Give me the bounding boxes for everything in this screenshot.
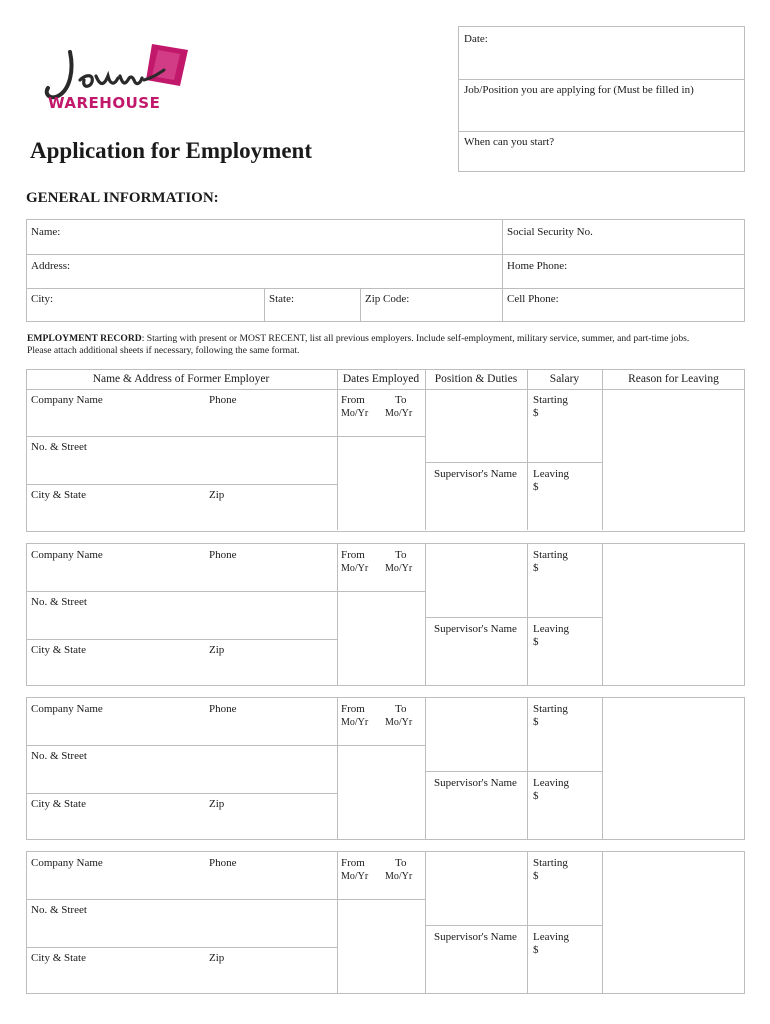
- zip-field[interactable]: Zip: [209, 644, 225, 656]
- to-label: To: [395, 857, 407, 869]
- from-moyr-field[interactable]: Mo/Yr: [341, 563, 369, 574]
- employment-record-heading: EMPLOYMENT RECORD: [27, 333, 142, 344]
- leaving-salary-field[interactable]: $: [533, 944, 539, 956]
- name-field[interactable]: Name:: [31, 226, 61, 238]
- from-label: From: [341, 703, 365, 715]
- starting-salary-label: Starting: [533, 857, 568, 869]
- employer-block: [26, 697, 745, 840]
- supervisor-name-field[interactable]: Supervisor's Name: [434, 623, 517, 635]
- company-name-field[interactable]: Company Name: [31, 857, 103, 869]
- cell-phone-field[interactable]: Cell Phone:: [507, 293, 559, 305]
- leaving-salary-field[interactable]: $: [533, 481, 539, 493]
- starting-salary-field[interactable]: $: [533, 716, 539, 728]
- zip-field[interactable]: Zip: [209, 798, 225, 810]
- date-field[interactable]: Date:: [464, 33, 488, 45]
- col-header-position: Position & Duties: [434, 373, 518, 385]
- zip-field[interactable]: Zip Code:: [365, 293, 410, 305]
- starting-salary-field[interactable]: $: [533, 870, 539, 882]
- phone-field[interactable]: Phone: [209, 394, 237, 406]
- ssn-field[interactable]: Social Security No.: [507, 226, 593, 238]
- street-field[interactable]: No. & Street: [31, 750, 87, 762]
- to-label: To: [395, 394, 407, 406]
- street-field[interactable]: No. & Street: [31, 441, 87, 453]
- to-moyr-field[interactable]: Mo/Yr: [385, 408, 413, 419]
- address-field[interactable]: Address:: [31, 260, 71, 272]
- city-state-field[interactable]: City & State: [31, 952, 86, 964]
- company-name-field[interactable]: Company Name: [31, 549, 103, 561]
- zip-field[interactable]: Zip: [209, 489, 225, 501]
- from-label: From: [341, 857, 365, 869]
- position-field[interactable]: Job/Position you are applying for (Must be filled in): [464, 84, 694, 96]
- city-state-field[interactable]: City & State: [31, 644, 86, 656]
- phone-field[interactable]: Phone: [209, 857, 237, 869]
- company-name-field[interactable]: Company Name: [31, 703, 103, 715]
- to-moyr-field[interactable]: Mo/Yr: [385, 563, 413, 574]
- starting-salary-label: Starting: [533, 394, 568, 406]
- leaving-salary-label: Leaving: [533, 623, 570, 635]
- page-title: Application for Employment: [30, 138, 312, 163]
- starting-salary-field[interactable]: $: [533, 562, 539, 574]
- city-state-field[interactable]: City & State: [31, 798, 86, 810]
- from-label: From: [341, 549, 365, 561]
- street-field[interactable]: No. & Street: [31, 904, 87, 916]
- supervisor-name-field[interactable]: Supervisor's Name: [434, 777, 517, 789]
- to-moyr-field[interactable]: Mo/Yr: [385, 717, 413, 728]
- city-state-field[interactable]: City & State: [31, 489, 86, 501]
- employer-block: [26, 389, 745, 532]
- general-info-table: [26, 219, 745, 322]
- from-moyr-field[interactable]: Mo/Yr: [341, 871, 369, 882]
- phone-field[interactable]: Phone: [209, 703, 237, 715]
- leaving-salary-field[interactable]: $: [533, 790, 539, 802]
- col-header-dates: Dates Employed: [342, 373, 420, 385]
- street-field[interactable]: No. & Street: [31, 596, 87, 608]
- starting-salary-field[interactable]: $: [533, 407, 539, 419]
- home-phone-field[interactable]: Home Phone:: [507, 260, 568, 272]
- to-label: To: [395, 703, 407, 715]
- col-header-name-address: Name & Address of Former Employer: [92, 373, 270, 385]
- starting-salary-label: Starting: [533, 549, 568, 561]
- employment-record-text: : Starting with present or MOST RECENT, list all previous employers. Include self-employment, military service, summer, and part-time jobs.: [141, 333, 690, 344]
- employment-record-notice: [27, 333, 742, 357]
- supervisor-name-field[interactable]: Supervisor's Name: [434, 468, 517, 480]
- start-date-field[interactable]: When can you start?: [464, 136, 555, 148]
- leaving-salary-label: Leaving: [533, 777, 570, 789]
- employer-block: [26, 851, 745, 994]
- company-name-field[interactable]: Company Name: [31, 394, 103, 406]
- zip-field[interactable]: Zip: [209, 952, 225, 964]
- col-header-reason: Reason for Leaving: [628, 373, 719, 385]
- logo-wordmark: WAREHOUSE: [48, 94, 161, 112]
- leaving-salary-label: Leaving: [533, 468, 570, 480]
- supervisor-name-field[interactable]: Supervisor's Name: [434, 931, 517, 943]
- logo-graphic: [40, 40, 190, 120]
- employer-block: [26, 543, 745, 686]
- leaving-salary-field[interactable]: $: [533, 636, 539, 648]
- phone-field[interactable]: Phone: [209, 549, 237, 561]
- state-field[interactable]: State:: [269, 293, 295, 305]
- general-info-heading: GENERAL INFORMATION:: [26, 190, 219, 206]
- from-moyr-field[interactable]: Mo/Yr: [341, 408, 369, 419]
- starting-salary-label: Starting: [533, 703, 568, 715]
- top-info-box: [458, 26, 745, 172]
- to-moyr-field[interactable]: Mo/Yr: [385, 871, 413, 882]
- col-header-salary: Salary: [549, 373, 580, 385]
- leaving-salary-label: Leaving: [533, 931, 570, 943]
- city-field[interactable]: City:: [31, 293, 54, 305]
- company-logo: [40, 40, 190, 120]
- from-label: From: [341, 394, 365, 406]
- employment-record-text-2: Please attach additional sheets if necessary, following the same format.: [27, 345, 300, 356]
- from-moyr-field[interactable]: Mo/Yr: [341, 717, 369, 728]
- to-label: To: [395, 549, 407, 561]
